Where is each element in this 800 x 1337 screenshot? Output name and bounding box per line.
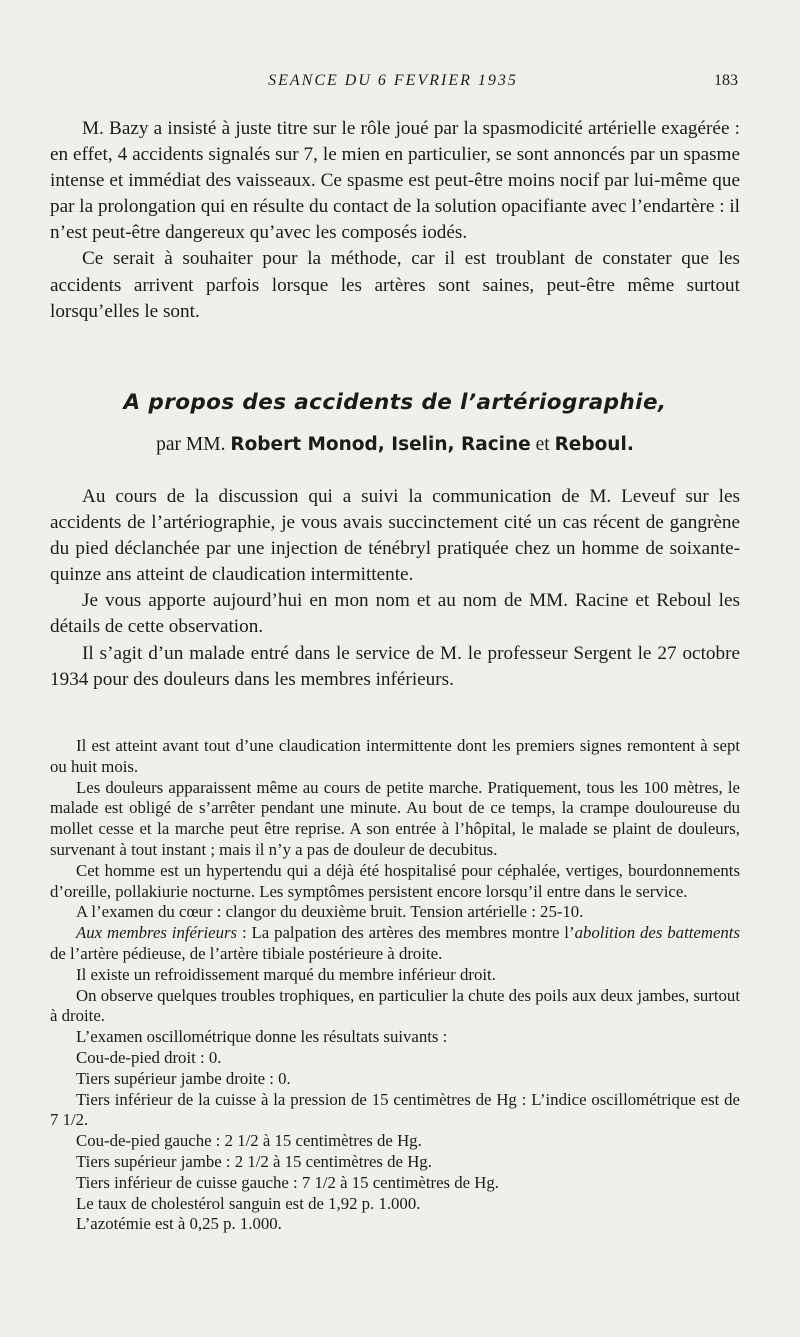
observation-paragraph: Tiers inférieur de cuisse gauche : 7 1/2 à 15 centimètres de Hg. bbox=[76, 1172, 499, 1192]
authors-names: Robert Monod, Iselin, Racine bbox=[230, 434, 531, 455]
observation-paragraph: Cou-de-pied droit : 0. bbox=[76, 1047, 222, 1067]
observation-paragraph: Cet homme est un hypertendu qui a déjà été hospitalisé pour céphalée, vertiges, bourdonnements d’oreille, pollakiurie nocturne. Les symptômes persistent encore lorsqu’il entre dans le service. bbox=[50, 860, 740, 901]
emphasis: abolition des battements bbox=[574, 923, 740, 943]
observation-paragraph: Cou-de-pied gauche : 2 1/2 à 15 centimètres de Hg. bbox=[76, 1131, 422, 1151]
observation-paragraph: Tiers supérieur jambe droite : 0. bbox=[76, 1068, 291, 1088]
intro-section bbox=[50, 116, 740, 325]
observation-paragraph: Il existe un refroidissement marqué du membre inférieur droit. bbox=[76, 964, 496, 984]
observation-paragraph: A l’examen du cœur : clangor du deuxième bruit. Tension artérielle : 25-10. bbox=[76, 902, 584, 922]
running-title: SEANCE DU 6 FEVRIER 1935 bbox=[268, 72, 518, 89]
observation-paragraph: L’azotémie est à 0,25 p. 1.000. bbox=[76, 1214, 282, 1234]
authors-last: Reboul. bbox=[554, 434, 634, 455]
article-authors bbox=[50, 434, 740, 456]
section-lead: Aux membres inférieurs bbox=[76, 923, 238, 943]
main-section bbox=[50, 484, 740, 693]
observation-paragraph: Aux membres inférieurs : La palpation des artères des membres montre l’abolition des battements de l’artère pédieuse, de l’artère tibiale postérieure à droite. bbox=[50, 923, 740, 963]
observation-paragraph: L’examen oscillométrique donne les résultats suivants : bbox=[76, 1027, 448, 1047]
authors-prefix: par MM. bbox=[156, 434, 226, 455]
main-paragraph: Au cours de la discussion qui a suivi la communication de M. Leveuf sur les accidents de l’artériographie, je vous avais succinctement cité un cas récent de gangrène du pied déclanchée par une injection de ténébryl pratiquée chez un homme de soixante-quinze ans atteint de claudication intermittente. bbox=[50, 486, 740, 586]
clinical-observation bbox=[50, 736, 740, 1235]
observation-paragraph: Il est atteint avant tout d’une claudication intermittente dont les premiers signes remontent à sept ou huit mois. bbox=[50, 736, 740, 776]
authors-conjunction: et bbox=[535, 434, 550, 455]
main-paragraph: Je vous apporte aujourd’hui en mon nom et au nom de MM. Racine et Reboul les détails de cette observation. bbox=[50, 590, 740, 638]
observation-paragraph: Tiers supérieur jambe : 2 1/2 à 15 centimètres de Hg. bbox=[76, 1151, 432, 1171]
intro-paragraph: M. Bazy a insisté à juste titre sur le rôle joué par la spasmodicité artérielle exagérée : en effet, 4 accidents signalés sur 7, le mien en particulier, se sont annoncés par un spasme intense et immédiat des vaisseaux. Ce spasme est peut-être moins nocif par lui-même que par la prolongation qui en résulte du contact de la solution opacifiante avec l’endartère : il n’est peut-être dangereux qu’avec les composés iodés. bbox=[50, 118, 740, 244]
observation-paragraph: Les douleurs apparaissent même au cours de petite marche. Pratiquement, tous les 100 mètres, le malade est obligé de s’arrêter pendant une minute. Au bout de ce temps, la crampe douloureuse du mollet cesse et la marche peut être reprise. A son entrée à l’hôpital, le malade se plaint de douleurs, survenant à tout instant ; mais il n’y a pas de douleur de decubitus. bbox=[50, 777, 740, 859]
main-paragraph: Il s’agit d’un malade entré dans le service de M. le professeur Sergent le 27 octobre 1934 pour des douleurs dans les membres inférieurs. bbox=[50, 642, 740, 690]
observation-paragraph: Le taux de cholestérol sanguin est de 1,92 p. 1.000. bbox=[76, 1193, 421, 1213]
page-number: 183 bbox=[714, 72, 738, 89]
page-header bbox=[48, 72, 738, 96]
intro-paragraph: Ce serait à souhaiter pour la méthode, car il est troublant de constater que les accidents arrivent parfois lorsque les artères sont saines, peut-être même surtout lorsqu’elles le sont. bbox=[50, 248, 740, 322]
observation-paragraph: Tiers inférieur de la cuisse à la pression de 15 centimètres de Hg : L’indice oscillométrique est de 7 1/2. bbox=[50, 1089, 740, 1130]
observation-paragraph: On observe quelques troubles trophiques, en particulier la chute des poils aux deux jambes, surtout à droite. bbox=[50, 985, 740, 1026]
article-title: A propos des accidents de l’artériographie, bbox=[123, 390, 667, 415]
